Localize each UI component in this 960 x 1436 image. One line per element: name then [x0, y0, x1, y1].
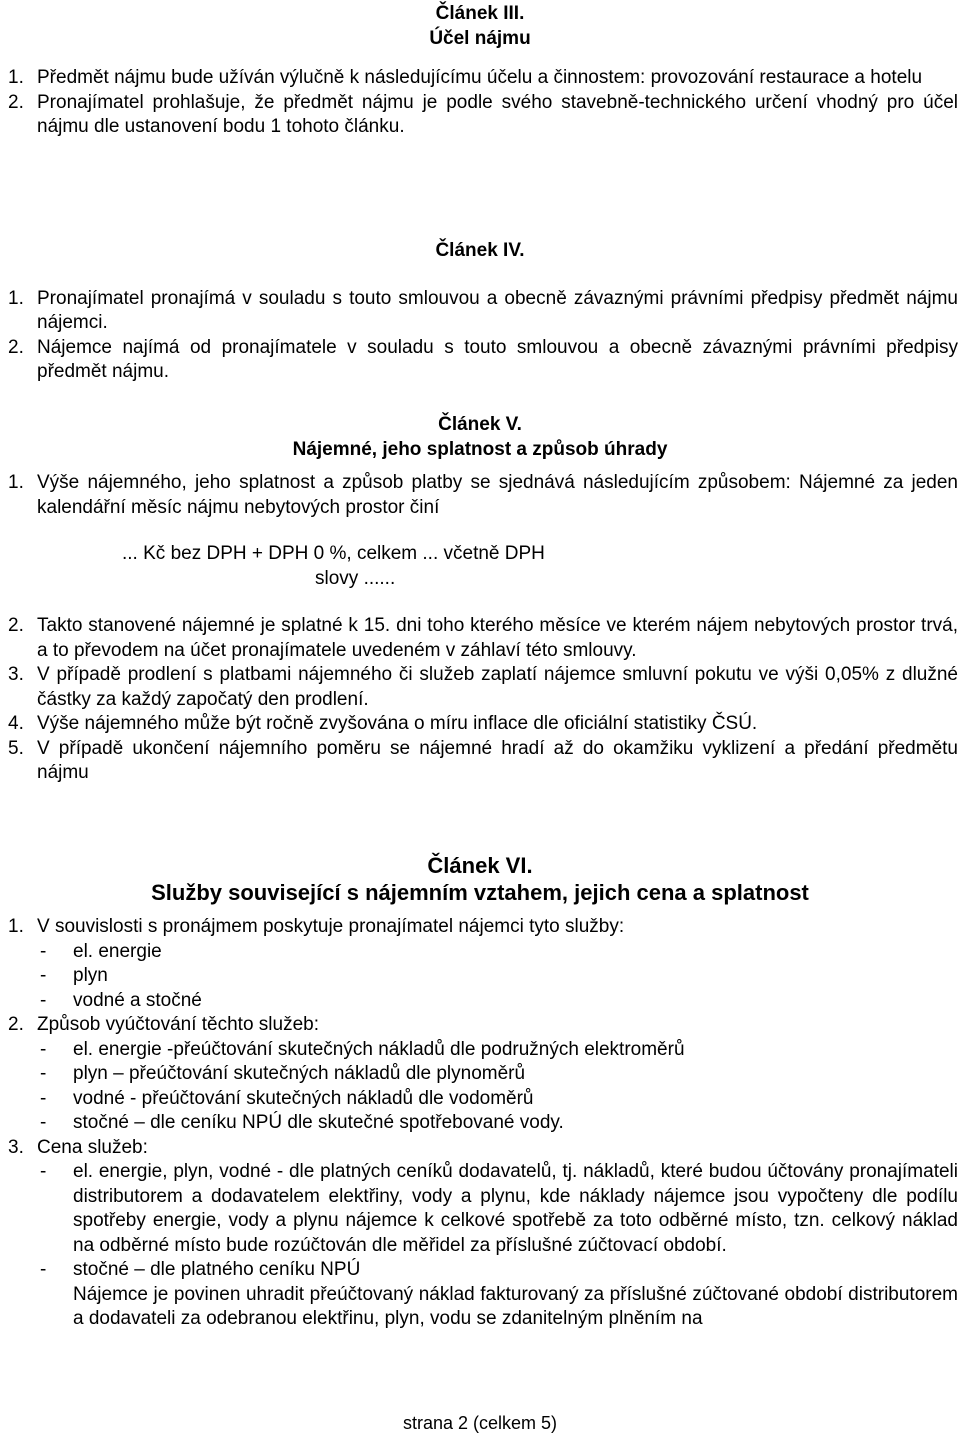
- amount-in-words: slovy ......: [315, 567, 396, 589]
- article-4-title: Článek IV.: [435, 240, 525, 261]
- article-3-title: Článek III.: [435, 3, 525, 24]
- service-item: - vodné a stočné: [40, 989, 202, 1011]
- list-item: 3. V případě prodlení s platbami nájemného či služeb zaplatí nájemce smluvní pokutu ve výši 0,05% z dlužné částky za každý započatý den prodlení.: [8, 664, 958, 710]
- billing-item: - stočné – dle ceníku NPÚ dle skutečné spotřebované vody.: [40, 1112, 564, 1133]
- billing-item: - el. energie -přeúčtování skutečných nákladů dle podružných elektroměrů: [40, 1038, 685, 1060]
- list-item: 5. V případě ukončení nájemního poměru se nájemné hradí až do okamžiku vyklizení a předání předmětu nájmu: [8, 737, 958, 783]
- price-item: - stočné – dle platného ceníku NPÚ: [40, 1259, 361, 1280]
- list-item: 3. Cena služeb:: [8, 1136, 148, 1158]
- page-number: strana 2 (celkem 5): [402, 1413, 558, 1433]
- list-item: 1. Pronajímatel pronajímá v souladu s touto smlouvou a obecně závaznými právními předpisy předmět nájmu nájemci.: [8, 287, 958, 333]
- list-item: 2. Způsob vyúčtování těchto služeb:: [8, 1014, 319, 1035]
- billing-item: - vodné - přeúčtování skutečných nákladů dle vodoměrů: [40, 1087, 534, 1109]
- article-3: [0, 2, 960, 140]
- list-item: 2. Takto stanovené nájemné je splatné k 15. dni toho kterého měsíce ve kterém nájem nebytových prostor trvá, a to převodem na účet pronajímatele uvedeném v záhlaví této smlouvy.: [8, 615, 958, 661]
- article-6-title: Článek VI.: [427, 853, 533, 878]
- service-item: - plyn: [40, 965, 108, 986]
- list-item: 2. Nájemce najímá od pronajímatele v souladu s touto smlouvou a obecně závaznými právními předpisy předmět nájmu.: [8, 336, 958, 382]
- closing-paragraph: Nájemce je povinen uhradit přeúčtovaný náklad fakturovaný za příslušné zúčtované období distributorem a dodavateli za odebranou elektřinu, plyn, vodu se zdanitelným plněním na: [73, 1283, 958, 1329]
- article-5-subtitle: Nájemné, jeho splatnost a způsob úhrady: [292, 438, 668, 460]
- price-item: - el. energie, plyn, vodné - dle platných ceníků dodavatelů, tj. nákladů, které budou účtovány pronajímateli distributorem a dodavatelem elektřiny, vody a plynu, kde náklady nájemce jsou vypočteny dle podílu spotřeby energie, vody a plynu nájemce k celkové spotřebě za toto odběrné místo, tzn. celkový náklad na odběrné místo bude rozúčtován dle měřidel za příslušné zúčtovací období.: [40, 1161, 958, 1256]
- article-6-subtitle: Služby související s nájemním vztahem, jejich cena a splatnost: [151, 880, 809, 905]
- service-item: - el. energie: [40, 940, 162, 962]
- article-5: [0, 413, 960, 786]
- billing-item: - plyn – přeúčtování skutečných nákladů dle plynoměrů: [40, 1063, 526, 1084]
- article-4: [0, 239, 960, 385]
- article-6: [0, 852, 960, 1332]
- list-item: 1. Výše nájemného, jeho splatnost a způsob platby se sjednává následujícím způsobem: Nájemné za jeden kalendářní měsíc nájmu nebytových prostor činí: [8, 472, 958, 518]
- article-3-subtitle: Účel nájmu: [429, 27, 531, 49]
- article-5-title: Článek V.: [438, 414, 522, 435]
- amount-line: ... Kč bez DPH + DPH 0 %, celkem ... včetně DPH: [122, 543, 545, 564]
- list-item: 2. Pronajímatel prohlašuje, že předmět nájmu je podle svého stavebně-technického určení vhodný pro účel nájmu dle ustanovení bodu 1 tohoto článku.: [8, 91, 958, 137]
- list-item: 4. Výše nájemného může být ročně zvyšována o míru inflace dle oficiální statistiky ČSÚ.: [8, 713, 758, 734]
- list-item: 1. V souvislosti s pronájmem poskytuje pronajímatel nájemci tyto služby:: [8, 916, 625, 937]
- list-item: 1. Předmět nájmu bude užíván výlučně k následujícímu účelu a činnostem: provozování restaurace a hotelu: [8, 67, 923, 88]
